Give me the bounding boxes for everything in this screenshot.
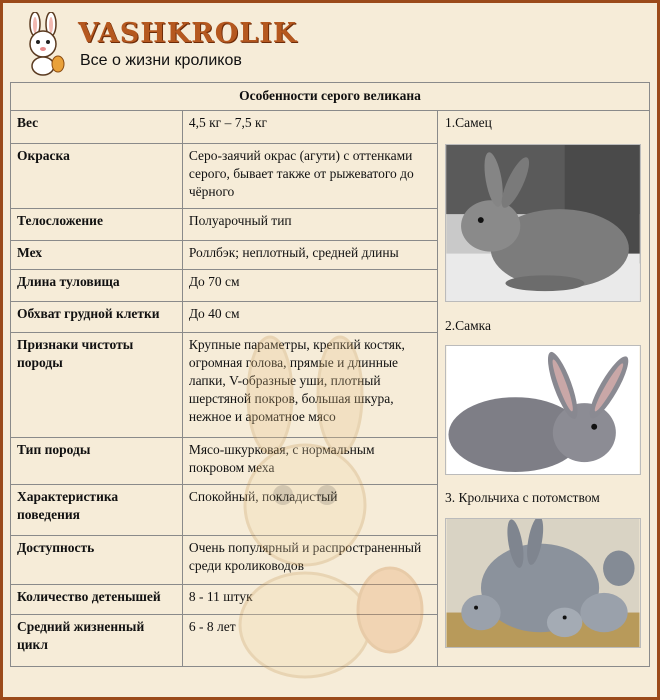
photo-caption-male: 1.Самец [445,115,492,130]
row-value: Спокойный, покладистый [182,485,437,536]
brand-name[interactable]: VASHKROLIK [78,18,298,49]
row-label: Обхват грудной клетки [11,302,183,333]
male-rabbit-photo [445,144,641,302]
female-rabbit-photo [445,345,641,475]
photo-caption-mother: 3. Крольчиха с потомством [445,490,600,505]
photo-caption-female: 2.Самка [445,318,492,333]
row-label: Длина туловища [11,270,183,302]
site-tagline: Все о жизни кроликов [80,52,242,69]
row-label: Признаки чистоты породы [11,333,183,438]
row-value: 4,5 кг – 7,5 кг [182,111,437,144]
row-value: Полуарочный тип [182,209,437,241]
row-label: Количество детенышей [11,585,183,615]
row-value: Крупные параметры, крепкий костяк, огромная голова, прямые и длинные лапки, V-образные уши, плотный шерстяной покров, большая шкура, нежное и ароматное мясо [182,333,437,438]
row-value: Очень популярный и распространенный среди кролиководов [182,536,437,585]
row-value: До 70 см [182,270,437,302]
row-label: Окраска [11,144,183,209]
mother-with-kits-photo [445,518,641,648]
row-value: Серо-заячий окрас (агути) с оттенками серого, бывает также от рыжеватого до чёрного [182,144,437,209]
bunny-logo-icon [18,12,70,76]
row-label: Мех [11,241,183,270]
row-label: Вес [11,111,183,144]
site-header [10,8,410,78]
row-value: Мясо-шкурковая, с нормальным покровом меха [182,438,437,485]
row-label: Средний жизненный цикл [11,615,183,667]
row-value: Роллбэк; неплотный, средней длины [182,241,437,270]
row-label: Доступность [11,536,183,585]
row-label: Тип породы [11,438,183,485]
row-label: Телосложение [11,209,183,241]
table-title: Особенности серого великана [11,83,650,111]
row-value: 6 - 8 лет [182,615,437,667]
row-value: До 40 см [182,302,437,333]
row-value: 8 - 11 штук [182,585,437,615]
row-label: Характеристика поведения [11,485,183,536]
